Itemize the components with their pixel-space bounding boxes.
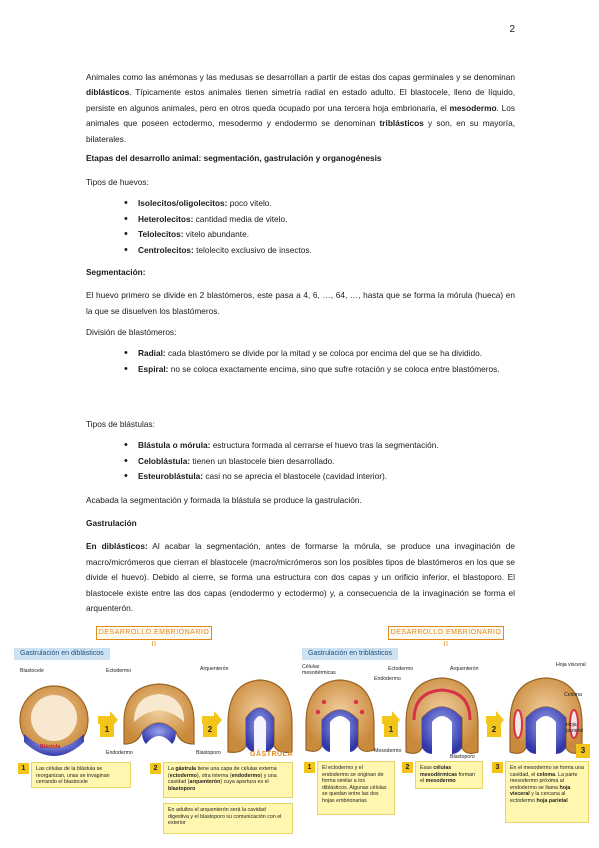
note-number: 2	[150, 763, 161, 774]
division-section	[86, 325, 515, 377]
triblastic-stage-2-drawing	[406, 678, 478, 754]
intro-section	[86, 70, 515, 147]
label-gastrula: GÁSTRULA	[250, 751, 293, 758]
label-blastocele: Blastocele	[20, 668, 44, 674]
gastrula-drawing	[228, 680, 292, 752]
gastrulacion-text: En diblásticos: Al acabar la segmentación, antes de formarse la mórula, se produce una invaginación de macro/micrómeros que cierran el blastocele (macro/micrómeros son los posibles tipos de blastómeros en los que se divide el huevo). Debido al cierre, se forma una estructura con dos capas y un orificio inferior, el blastoporo. El blastocele existe entre las dos capas (endodermo y ectodermo) y, a consecuencia de la invaginación se forma el arquenterón.	[86, 541, 516, 614]
list-item: • Celoblástula: tienen un blastocele bien desarrollado.	[124, 454, 515, 469]
segmentacion-section	[86, 265, 515, 319]
note-step-1: Las células de la blástula se reorganizan, unas se invaginan cerrando el blastocele	[31, 762, 131, 788]
tipos-huevos-title: Tipos de huevos:	[86, 177, 149, 187]
gastrulacion-heading: Gastrulación	[86, 518, 137, 528]
list-item: • Heterolecitos: cantidad media de vitelo.	[124, 212, 515, 227]
label-celoma: Celoma	[564, 692, 582, 698]
note-number: 3	[492, 762, 503, 773]
label-arquenteron: Arquenterón	[200, 666, 229, 672]
label-hoja-visceral: Hoja visceral	[556, 662, 586, 668]
segmentacion-text: El huevo primero se divide en 2 blastómeros, este pasa a 4, 6, …, 64, …, hasta que se forma la mórula (hueca) en la que se disuelven los blastómeros.	[86, 290, 515, 316]
step-number: 1	[100, 723, 114, 737]
list-item: • Isolecitos/oligolecitos: poco vitelo.	[124, 196, 515, 211]
triblastic-stage-3-drawing	[510, 678, 582, 754]
step-number: 2	[203, 723, 217, 737]
gastrulation-triblastic-illustration	[302, 662, 592, 772]
figure-subtitle: Gastrulación en triblásticos	[302, 648, 398, 660]
division-title: División de blastómeros:	[86, 327, 177, 337]
figure-banner: DESARROLLO EMBRIONARIO II	[96, 626, 212, 640]
note-step-2: La gástrula tiene una capa de células externa (ectodermo), otra interna (endodermo) y una cavidad (arquenterón) cuya apertura es el blastoporo	[163, 762, 293, 798]
label-ectodermo: Ectodermo	[106, 668, 132, 674]
note-number: 2	[402, 762, 413, 773]
gastrulacion-section	[86, 516, 515, 616]
figure-triblasticos	[302, 626, 592, 836]
tipos-huevos-section	[86, 175, 515, 258]
etapas-section	[86, 151, 515, 166]
list-item: • Blástula o mórula: estructura formada al cerrarse el huevo tras la segmentación.	[124, 438, 515, 453]
blastulas-section	[86, 417, 515, 485]
figure-banner: DESARROLLO EMBRIONARIO II	[388, 626, 504, 640]
note-adults: En adultos el arquenterón será la cavidad digestiva y el blastoporo su comunicación con el exterior	[163, 803, 293, 834]
label-blastoporo: Blastoporo	[196, 750, 221, 756]
list-item: • Radial: cada blastómero se divide por la mitad y se coloca por encima del que se ha dividido.	[124, 346, 515, 361]
step-number: 1	[384, 723, 398, 737]
note-step-2: Esas células mesodérmicas forman el mesodermo	[415, 761, 483, 789]
figure-diblasticos	[14, 626, 294, 836]
acabada-section	[86, 493, 515, 508]
note-number: 1	[304, 762, 315, 773]
page-number: 2	[509, 24, 515, 35]
label-blastoporo: Blastoporo	[450, 754, 475, 760]
label-blastula: Blástula	[40, 744, 61, 750]
step-number: 3	[576, 744, 590, 758]
label-endodermo: Endodermo	[374, 676, 401, 682]
label-hoja-parietal: Hoja parietal	[566, 722, 584, 734]
list-item: • Telolecitos: vitelo abundante.	[124, 227, 515, 242]
step-number: 2	[487, 723, 501, 737]
note-step-1: El ectodermo y el endodermo se originan de forma similar a los diblásticos. Algunas células se quedan entre las dos hojas embrionarias	[317, 761, 395, 815]
huevos-list	[86, 196, 515, 258]
label-endodermo: Endodermo	[106, 750, 133, 756]
segmentacion-heading: Segmentación:	[86, 267, 146, 277]
acabada-text: Acabada la segmentación y formada la blástula se produce la gastrulación.	[86, 495, 362, 505]
intro-paragraph: Animales como las anémonas y las medusas se desarrollan a partir de estas dos capas germinales y se denominan diblásticos. Típicamente estos animales tienen simetría radial en estado adulto. El blastocele, lleno de líquido, persiste en algunos animales, pero en otros queda ocupado por una tercera hoja embrionaria, el mesodermo. Los animales que poseen ectodermo, mesodermo y endodermo se denominan triblásticos y son, en su mayoría, bilaterales.	[86, 72, 516, 144]
note-step-3: En el mesodermo se forma una cavidad, el celoma. La parte mesodermo próxima al endodermo se llama hoja visceral y la cercana al ectodermo hoja parietal	[505, 761, 589, 823]
label-celulas-mesodermicas: Células mesodérmicas	[302, 664, 336, 676]
blastulas-title: Tipos de blástulas:	[86, 419, 155, 429]
invagination-drawing	[124, 684, 194, 744]
label-arquenteron: Arquenterón	[450, 666, 479, 672]
list-item: • Espiral: no se coloca exactamente encima, sino que sufre rotación y se coloca entre blastómeros.	[124, 362, 515, 377]
list-item: • Esteuroblástula: casi no se aprecia el blastocele (cavidad interior).	[124, 469, 515, 484]
triblastic-stage-1-drawing	[306, 680, 374, 752]
etapas-heading: Etapas del desarrollo animal: segmentación, gastrulación y organogénesis	[86, 153, 382, 163]
division-list	[86, 346, 515, 377]
label-ectodermo: Ectodermo	[388, 666, 414, 672]
note-number: 1	[18, 763, 29, 774]
label-mesodermo: Mesodermo	[374, 748, 402, 754]
blastulas-list	[86, 438, 515, 484]
figure-subtitle: Gastrulación en diblásticos	[14, 648, 110, 660]
list-item: • Centrolecitos: telolecito exclusivo de insectos.	[124, 243, 515, 258]
